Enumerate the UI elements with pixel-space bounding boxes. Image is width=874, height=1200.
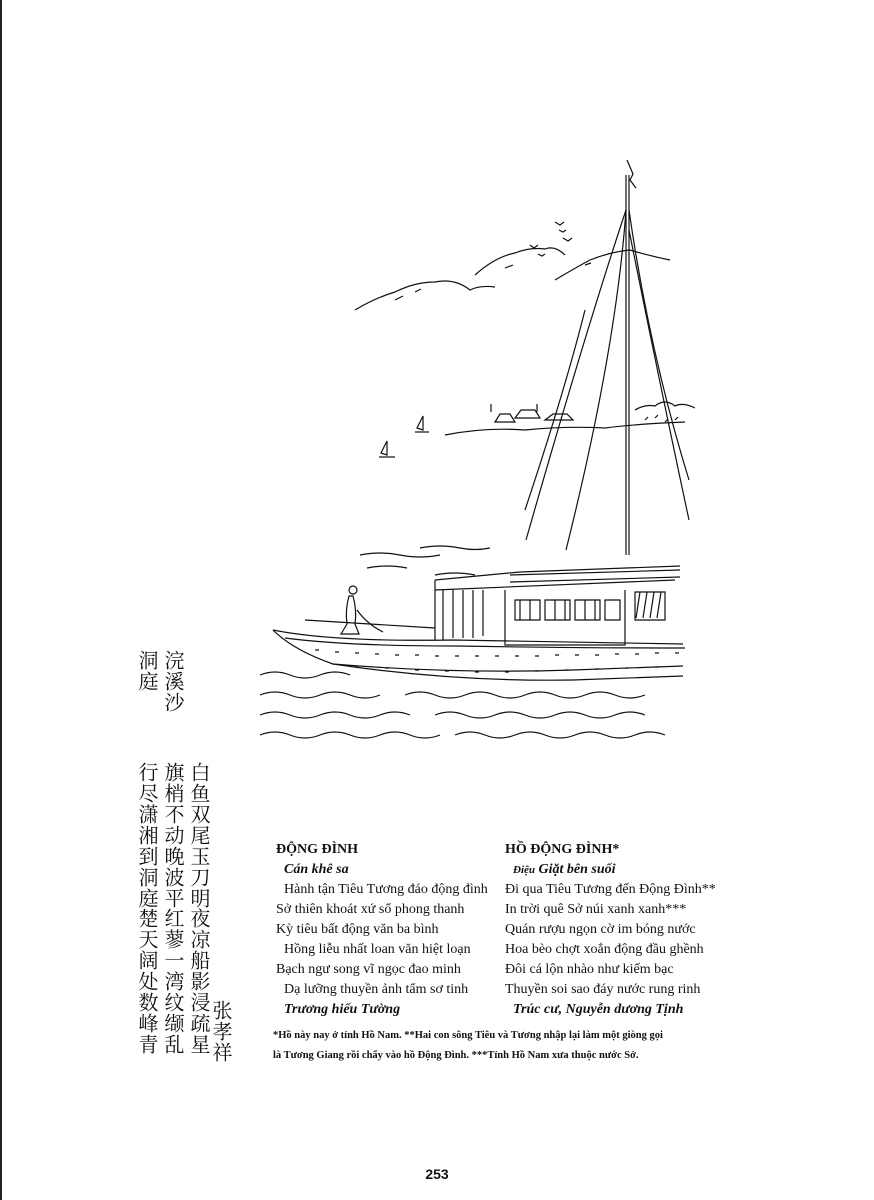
sino-vietnamese-poem bbox=[276, 840, 488, 1020]
left-line-6: Dạ lưỡng thuyền ảnh tẩm sơ tinh bbox=[284, 982, 469, 997]
footnote-line-1: *Hồ này nay ở tỉnh Hồ Nam. **Hai con sông Tiêu và Tương nhập lại làm một giòng gọi bbox=[273, 1030, 663, 1041]
right-line-2: In trời quê Sở núi xanh xanh*** bbox=[505, 902, 687, 917]
chinese-poem-col-4: 夜凉船影浸疏星 bbox=[187, 908, 211, 1055]
right-line-1: Đi qua Tiêu Tương đến Động Đình** bbox=[505, 882, 716, 897]
mast-icon bbox=[626, 160, 636, 555]
chinese-title-tune: 浣溪沙 bbox=[161, 650, 185, 713]
left-line-3: Kỳ tiêu bất động văn ba bình bbox=[276, 922, 439, 937]
sail-rigging-icon bbox=[525, 210, 689, 550]
right-subtitle-text: Giặt bên suối bbox=[538, 862, 616, 877]
right-line-6: Thuyền soi sao đáy nước rung rinh bbox=[505, 982, 701, 997]
right-line-3: Quán rượu ngọn cờ im bóng nước bbox=[505, 922, 696, 937]
chinese-title-place: 洞庭 bbox=[135, 650, 159, 692]
left-subtitle: Cán khê sa bbox=[284, 862, 349, 877]
birds-icon bbox=[530, 222, 572, 256]
left-line-4: Hồng liễu nhất loan văn hiệt loạn bbox=[284, 942, 471, 957]
left-line-2: Sở thiên khoát xứ sổ phong thanh bbox=[276, 902, 465, 917]
right-line-5: Đôi cá lộn nhào như kiếm bạc bbox=[505, 962, 674, 977]
chinese-poem-col-6: 楚天阔处数峰青 bbox=[135, 908, 159, 1055]
boat-landscape-illustration bbox=[255, 150, 695, 750]
footnote-line-2: là Tương Giang rồi chẩy vào hồ Động Đình. ***Tỉnh Hồ Nam xưa thuộc nước Sở. bbox=[273, 1050, 639, 1061]
chinese-author: 张孝祥 bbox=[209, 1000, 233, 1063]
page-number: 253 bbox=[425, 1166, 449, 1182]
right-line-4: Hoa bèo chợt xoắn động đầu ghềnh bbox=[505, 942, 704, 957]
right-author: Trúc cư, Nguyễn dương Tịnh bbox=[513, 1002, 684, 1017]
small-sailboat-icon bbox=[379, 416, 429, 457]
footnotes bbox=[273, 1026, 753, 1066]
page-edge bbox=[0, 0, 2, 1200]
left-line-5: Bạch ngư song vĩ ngọc đao minh bbox=[276, 962, 461, 977]
right-subtitle bbox=[505, 860, 716, 880]
left-title: ĐỘNG ĐÌNH bbox=[276, 842, 359, 857]
right-title: HỒ ĐỘNG ĐÌNH* bbox=[505, 842, 620, 857]
waves-icon bbox=[260, 672, 665, 738]
chinese-poem-col-5: 红蓼一湾纹缬乱 bbox=[161, 908, 185, 1055]
boat-cabin-icon bbox=[435, 566, 680, 645]
chinese-poem-col-2: 旗梢不动晚波平 bbox=[161, 762, 185, 909]
water-ripples-icon bbox=[360, 546, 490, 575]
standing-figure-icon bbox=[341, 586, 383, 634]
distant-village-icon bbox=[445, 402, 695, 435]
right-subtitle-prefix: Điệu bbox=[513, 864, 535, 876]
chinese-poem-col-1: 白鱼双尾玉刀明 bbox=[187, 762, 211, 909]
left-author: Trương hiếu Tường bbox=[284, 1002, 401, 1017]
left-line-1: Hành tận Tiêu Tương đáo động đình bbox=[284, 882, 488, 897]
boat-hull-icon bbox=[273, 620, 685, 680]
mountains-icon bbox=[355, 248, 670, 310]
chinese-poem-col-3: 行尽潇湘到洞庭 bbox=[135, 762, 159, 909]
vietnamese-translation-poem bbox=[505, 840, 716, 1020]
